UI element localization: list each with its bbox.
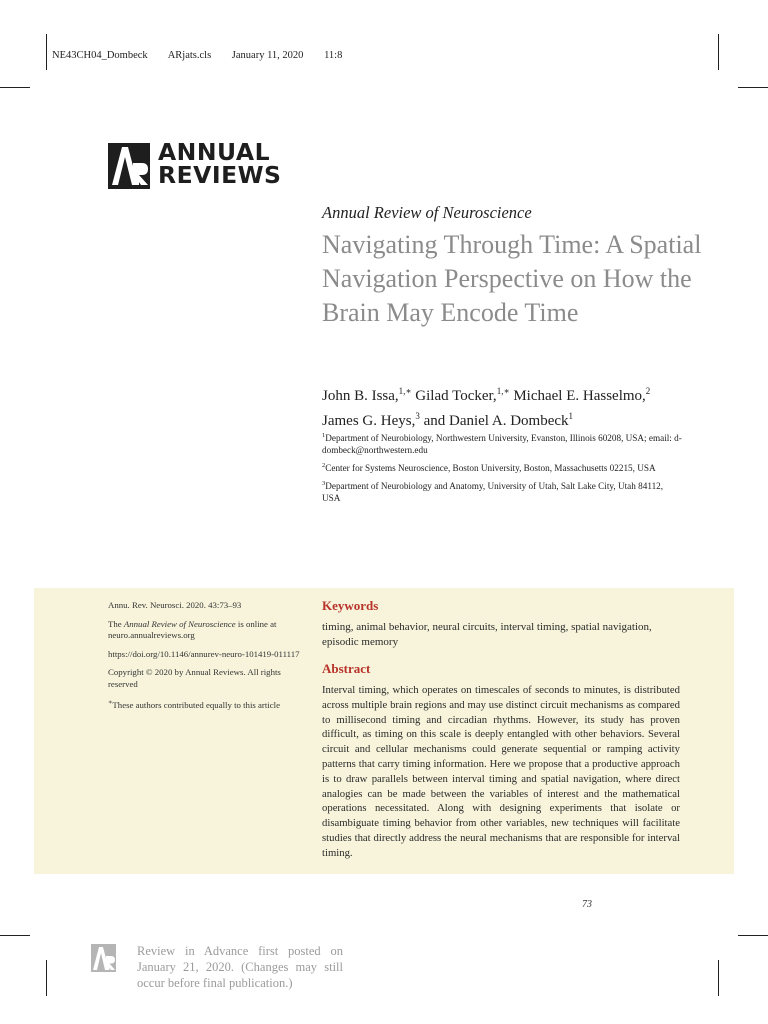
ar-logo-icon bbox=[108, 143, 150, 189]
affiliation-text: Department of Neurobiology, Northwestern University, Evanston, Illinois 60208, USA; email: d-dombeck@northwestern.edu bbox=[322, 433, 682, 456]
keywords-text: timing, animal behavior, neural circuits, interval timing, spatial navigation, episodic memory bbox=[322, 621, 652, 648]
citation: Annu. Rev. Neurosci. 2020. 43:73–93 bbox=[108, 600, 242, 610]
ar-small-logo-icon bbox=[91, 944, 116, 972]
affiliation-item bbox=[322, 460, 682, 474]
online-pre: The bbox=[108, 618, 124, 629]
copyright: Copyright © 2020 by Annual Reviews. All rights reserved bbox=[108, 667, 281, 689]
header-date: January 11, 2020 bbox=[231, 50, 304, 61]
affiliation-number: 3 bbox=[322, 480, 326, 488]
author-affil-sup: 1 bbox=[568, 411, 574, 421]
affiliation-number: 2 bbox=[322, 462, 326, 470]
keywords-heading: Keywords bbox=[322, 598, 379, 613]
abstract-text: Interval timing, which operates on timescales of seconds to minutes, is distributed across multiple brain regions and may use distinct circuit mechanisms as compared to millisecond timing and circadian rhythms. However, its study has proven difficult, as timing on this scale is deeply entangled with other behaviors. Several circuit and cellular mechanisms could generate sequential or ramping activity patterns that carry timing information. Here we propose that a productive approach is to draw parallels between interval timing and spatial navigation, where direct analogies can be made between the variables of interest and the mathematical operations necessitated. Along with designing experiments that isolate or disambiguate timing behavior from other variables, new techniques will facilitate studies that directly address the neural mechanisms that are responsible for interval timing. bbox=[322, 684, 680, 859]
affiliation-item bbox=[322, 430, 682, 456]
header-cls: ARjats.cls bbox=[167, 50, 212, 61]
crop-mark bbox=[738, 87, 768, 88]
author-affil-sup: 3 bbox=[415, 411, 420, 421]
crop-mark bbox=[718, 34, 719, 70]
crop-mark bbox=[0, 87, 30, 88]
affiliation-number: 1 bbox=[322, 432, 326, 439]
affiliation-text: Department of Neurobiology and Anatomy, University of Utah, Salt Lake City, Utah 84112, USA bbox=[322, 481, 664, 504]
article-info-sidebar bbox=[108, 600, 303, 718]
equal-contribution-note bbox=[108, 697, 303, 711]
online-post: is online at neuro.annualreviews.org bbox=[108, 618, 277, 640]
logo-line-1: ANNUAL bbox=[158, 138, 271, 166]
keywords-abstract-column bbox=[322, 598, 680, 861]
author-name: John B. Issa, bbox=[322, 388, 399, 404]
author-affil-sup: 2 bbox=[645, 386, 651, 396]
footnote-text: These authors contributed equally to this article bbox=[112, 699, 281, 710]
doi-link[interactable]: https://doi.org/10.1146/annurev-neuro-101419-011117 bbox=[108, 648, 300, 659]
header-time: 11:8 bbox=[324, 50, 343, 61]
author-affil-sup: 1,∗ bbox=[398, 386, 412, 396]
author-name: Gilad Tocker, bbox=[411, 388, 497, 404]
review-advance-notice: Review in Advance first posted on January 21, 2020. (Changes may still occur before final publication.) bbox=[137, 944, 343, 990]
header-file: NE43CH04_Dombeck bbox=[52, 50, 148, 61]
page-number: 73 bbox=[582, 899, 592, 910]
crop-mark bbox=[738, 935, 768, 936]
author-name: and Daniel A. Dombeck bbox=[419, 413, 569, 429]
footnote-mark: ∗ bbox=[108, 699, 113, 706]
author-name: James G. Heys, bbox=[322, 413, 416, 429]
author-list bbox=[322, 381, 702, 431]
crop-mark bbox=[46, 960, 47, 996]
online-note bbox=[108, 619, 303, 642]
article-title: Navigating Through Time: A Spatial Navigation Perspective on How the Brain May Encode Time bbox=[322, 230, 702, 327]
abstract-heading: Abstract bbox=[322, 661, 371, 676]
affiliation-item bbox=[322, 478, 682, 504]
crop-mark bbox=[718, 960, 719, 996]
author-name: Michael E. Hasselmo, bbox=[509, 388, 646, 404]
crop-mark bbox=[0, 935, 30, 936]
running-header bbox=[52, 50, 360, 61]
affiliation-text: Center for Systems Neuroscience, Boston University, Boston, Massachusetts 02215, USA bbox=[325, 463, 656, 474]
logo-line-2: REVIEWS bbox=[158, 161, 282, 189]
crop-mark bbox=[46, 34, 47, 70]
affiliations bbox=[322, 430, 682, 508]
online-journal: Annual Review of Neuroscience bbox=[123, 618, 236, 629]
logo-wordmark bbox=[158, 138, 282, 189]
journal-name: Annual Review of Neuroscience bbox=[322, 203, 532, 222]
author-affil-sup: 1,∗ bbox=[496, 386, 510, 396]
